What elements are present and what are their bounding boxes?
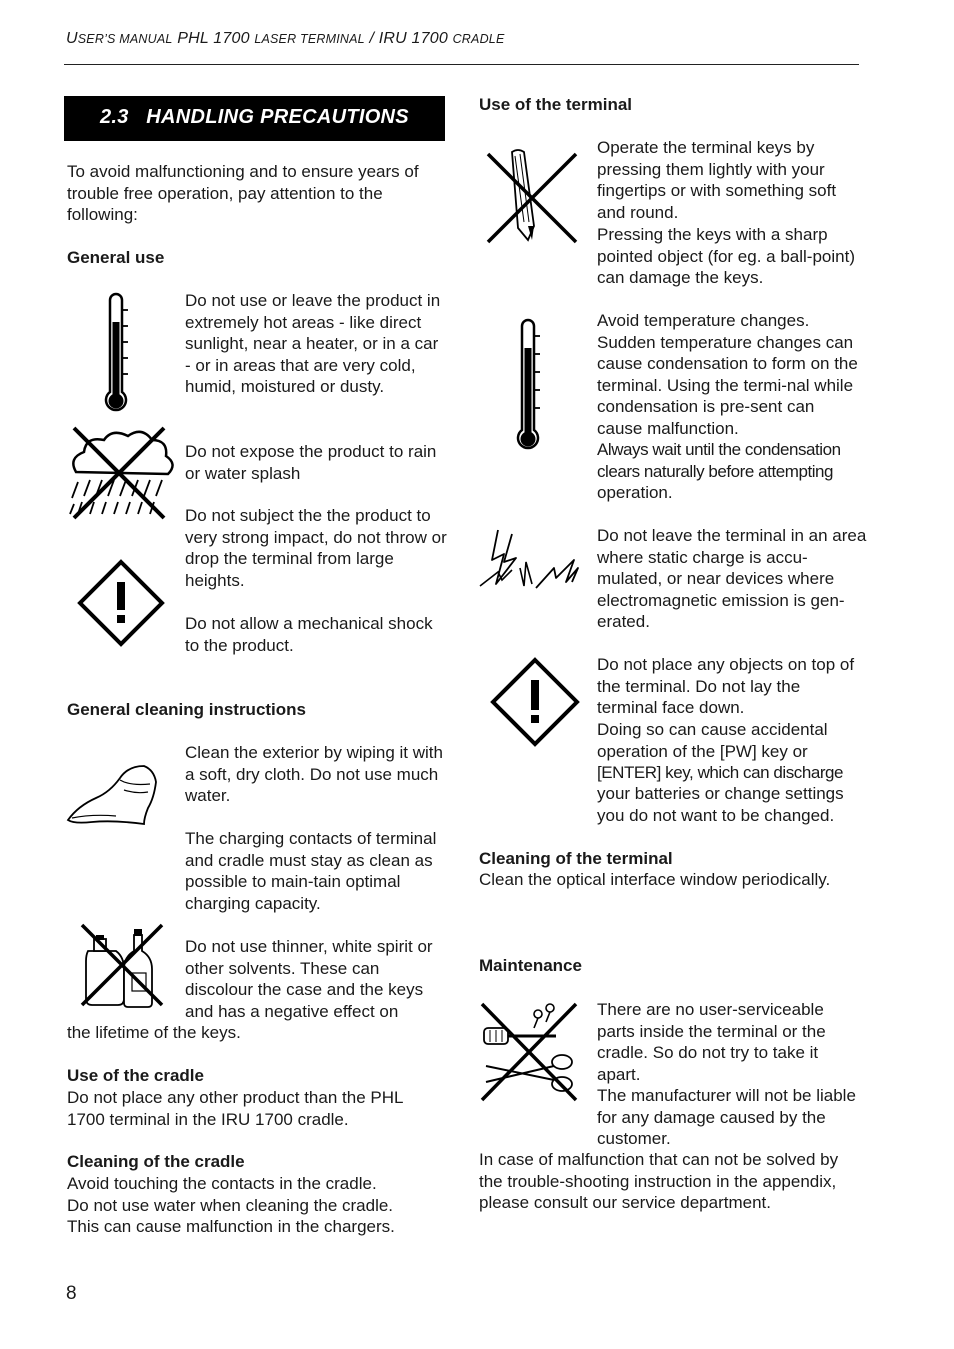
accidental-operation-text: Doing so can cause accidental operation of the [PW] key or <box>597 720 828 761</box>
header-part: PHL 1700 <box>172 30 255 47</box>
no-rain-icon <box>68 424 174 520</box>
thermometer-icon <box>508 318 548 454</box>
general-use-heading: General use <box>67 248 165 267</box>
solvents-text-tail: the lifetime of the keys. <box>67 1023 241 1042</box>
shock-warning-text: Do not allow a mechanical shock to the product. <box>185 614 433 655</box>
header-rule <box>64 64 859 65</box>
cradle-use-text: Do not place any other product than the PHL 1700 terminal in the IRU 1700 cradle. <box>67 1088 403 1129</box>
section-title: 2.3 HANDLING PRECAUTIONS <box>100 106 409 128</box>
objects-text: Do not place any objects on top of the terminal. Do not lay the terminal face down. <box>597 655 855 718</box>
solvents-text: Do not use thinner, white spirit or other solvents. These can discolour the case and the keys and has a negative effect on <box>185 937 433 1021</box>
header-part: CRADLE <box>452 32 505 46</box>
warning-icon <box>76 558 166 648</box>
section-title-box <box>64 96 445 141</box>
enter-key-text: [ENTER] key, which can discharge <box>597 763 844 782</box>
liability-text: The manufacturer will not be liable for any damage caused by the customer. <box>597 1086 856 1149</box>
contacts-text: The charging contacts of terminal and cradle must stay as clean as possible to main-tain optimal charging capacity. <box>185 829 437 913</box>
rain-warning-text: Do not expose the product to rain or water splash <box>185 442 437 483</box>
terminal-cleaning-heading: Cleaning of the terminal <box>479 849 673 868</box>
no-tools-icon <box>478 1000 580 1104</box>
service-department-text: In case of malfunction that can not be solved by the trouble-shooting instruction in the appendix, please consult our service department. <box>479 1150 839 1213</box>
sharp-object-text: Pressing the keys with a sharp pointed object (for eg. a ball-point) can damage the keys. <box>597 225 855 288</box>
wipe-text: Clean the exterior by wiping it with a soft, dry cloth. Do not use much water. <box>185 743 443 806</box>
terminal-cleaning-text: Clean the optical interface window periodically. <box>479 870 831 889</box>
static-text: Do not leave the terminal in an area where static charge is accu-mulated, or near devices where electromagnetic emission is gen-erated. <box>597 526 867 632</box>
impact-warning-text: Do not subject the the product to very strong impact, do not throw or drop the terminal from large heights. <box>185 506 447 590</box>
terminal-use-heading: Use of the terminal <box>479 95 633 114</box>
no-pen-icon <box>484 146 580 246</box>
header-part: / IRU 1700 <box>364 30 453 47</box>
heat-warning-text: Do not use or leave the product in extremely hot areas - like direct sunlight, near a heater, or in a car - or in areas that are very cold, humid, moistured or dusty. <box>185 291 441 397</box>
keys-text: Operate the terminal keys by pressing them lightly with your fingertips or with something soft and round. <box>597 138 837 222</box>
page-number: 8 <box>66 1283 77 1304</box>
maintenance-heading: Maintenance <box>479 956 582 975</box>
thermometer-icon <box>96 292 136 416</box>
cloth-icon <box>64 762 160 826</box>
no-solvent-icon <box>78 921 166 1009</box>
batteries-text: your batteries or change settings you do not want to be changed. <box>597 784 844 825</box>
condensation-wait-text: Always wait until the condensation clears naturally before attempting <box>597 440 841 481</box>
cradle-cleaning-line: Do not use water when cleaning the cradle. <box>67 1196 394 1215</box>
cradle-cleaning-heading: Cleaning of the cradle <box>67 1152 245 1171</box>
static-discharge-icon <box>478 528 588 592</box>
temperature-text: Avoid temperature changes. Sudden temperature changes can cause condensation to form on the terminal. Using the termi-nal while condensation is pre-sent can cause malfunction. <box>597 311 858 438</box>
cradle-use-heading: Use of the cradle <box>67 1066 204 1085</box>
intro-paragraph: To avoid malfunctioning and to ensure years of trouble free operation, pay attention to the following: <box>67 162 419 225</box>
user-serviceable-text: There are no user-serviceable parts inside the terminal or the cradle. So do not try to take it apart. <box>597 1000 826 1084</box>
header-part: LASER TERMINAL <box>254 32 365 46</box>
cleaning-heading: General cleaning instructions <box>67 700 307 719</box>
cradle-cleaning-line: Avoid touching the contacts in the cradle. <box>67 1174 377 1193</box>
cradle-cleaning-line: This can cause malfunction in the chargers. <box>67 1217 395 1236</box>
running-header <box>66 30 505 48</box>
header-part: SER’S MANUAL <box>77 32 173 46</box>
warning-icon <box>489 656 581 748</box>
header-part: U <box>66 30 78 47</box>
condensation-wait-tail: operation. <box>597 483 673 502</box>
